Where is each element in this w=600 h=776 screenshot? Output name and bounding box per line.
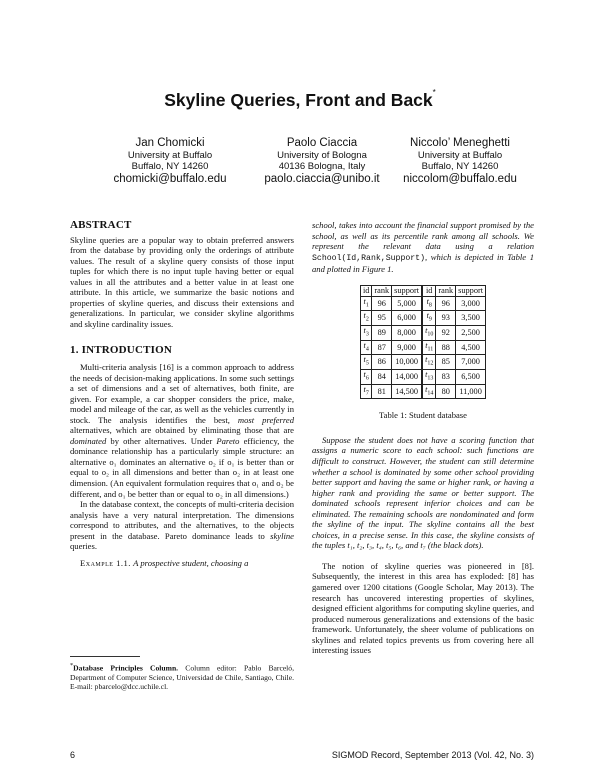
table-cell: $t_{12}$: [422, 355, 436, 370]
author-email[interactable]: chomicki@buffalo.edu: [113, 173, 227, 185]
author-name: Paolo Ciaccia: [286, 137, 358, 149]
footnote-text: Column editor: Pablo Barceló, Department of Computer Science, Universidad de Chile, Santiago, Chile. E-mail: pbarcelo@dcc.uchile.cl.: [70, 663, 294, 691]
text-run: alternatives, which are obtained by eliminating those that are: [70, 425, 294, 436]
example-start: [70, 558, 294, 569]
text-run: school, takes into account the financial support promised by the school, as well as its percentile rank among all schools. We represent the relevant data using a relation: [312, 220, 534, 252]
intro-paragraph-2: [70, 499, 294, 552]
title-footnote-mark: *: [432, 88, 436, 97]
intro-paragraph-1: [70, 362, 294, 499]
table-cell: $t_{10}$: [422, 326, 436, 341]
table-cell: 14,000: [392, 370, 422, 385]
student-table: [360, 285, 486, 400]
intro-heading: 1. INTRODUCTION: [70, 344, 173, 357]
author-name: Jan Chomicki: [135, 137, 205, 149]
table-row: [360, 296, 485, 311]
emphasis: most preferred: [237, 414, 295, 425]
table-row: [360, 355, 485, 370]
author-3: [370, 136, 550, 186]
emphasis: skyline: [270, 530, 294, 541]
abstract-text: Skyline queries are a popular way to obtain preferred answers from the database by providing only the orderings of attribute values. The result of a skyline query consists of those input tuples for which there is no input tuple having better or equal values in all the attributes and a better value in at least one attribute. In this article, we summarize the basic notions and properties of skyline queries, and discuss their extensions and generalizations. In particular, we consider skyline algorithms and skyline cardinality issues.: [70, 234, 294, 329]
text-run: efficiency, the dominance relationship has a particularly simple structure: an alternative o₁ dominates an alternative o₂ if o₁ is better than or equal to o₂ in all dimensions and better than o₂ in at least one dimension. (An equivalent formulation requires that o₁ and o₂ be different, and o₁ be better than or equal to o₂ in all dimensions.): [70, 435, 294, 499]
table-cell: 11,000: [456, 384, 486, 399]
column-header: id: [360, 285, 371, 296]
table-cell: 8,000: [392, 326, 422, 341]
column-header: support: [456, 285, 486, 296]
footnote-rule: [70, 656, 140, 657]
author-affiliation: University at Buffalo: [127, 150, 213, 161]
table-cell: 6,500: [456, 370, 486, 385]
history-paragraph: The notion of skyline queries was pioneered in [8]. Subsequently, the interest in this area has exploded: [8] has gamered over 1200 citations (Google Scholar, May 2013). The research has uncovered interesting properties of skylines, designed efficient algorithms for computing skyline queries, and produced numerous generalizations and extensions of the basic framework. Unfortunately, the sheer volume of publications on skylines and related topics prevents us from covering here all interesting issues: [312, 560, 534, 656]
text-run: Multi-criteria analysis [16] is a common approach to address the needs of decision-making applications. In some such settings a set of dimensions and a set of alternatives, both finite, are given. For example, a car shopper considers the price, make, model and mileage of the car, as well as the vehicles currently in stock. The analysis identifies the best,: [70, 362, 294, 425]
table-cell: $t_9$: [422, 311, 436, 326]
table-cell: 14,500: [392, 384, 422, 399]
table-cell: 93: [436, 311, 456, 326]
abstract-heading: ABSTRACT: [70, 219, 132, 231]
table-cell: 10,000: [392, 355, 422, 370]
column-header: support: [392, 285, 422, 296]
table-cell: 89: [372, 326, 392, 341]
author-affiliation: University at Buffalo: [417, 150, 503, 161]
table-cell: $t_{14}$: [422, 384, 436, 399]
table-row: [360, 340, 485, 355]
footnote-mark: *: [70, 662, 74, 669]
table-cell: $t_6$: [360, 370, 371, 385]
table-row: [360, 384, 485, 399]
table-cell: 86: [372, 355, 392, 370]
author-name: Niccolo’ Meneghetti: [410, 137, 510, 149]
table-cell: 83: [436, 370, 456, 385]
text-run: queries.: [70, 541, 97, 552]
table-cell: 85: [436, 355, 456, 370]
table-row: [360, 326, 485, 341]
right-column: [312, 220, 534, 656]
footnote: [70, 661, 294, 691]
table-cell: $t_{13}$: [422, 370, 436, 385]
footnote-title: Database Principles Column.: [73, 663, 179, 673]
venue-line: SIGMOD Record, September 2013 (Vol. 42, No. 3): [331, 750, 534, 760]
table-cell: 92: [436, 326, 456, 341]
example-label: Example 1.1.: [80, 557, 131, 568]
table-cell: $t_7$: [360, 384, 371, 399]
author-affiliation: University of Bologna: [277, 150, 367, 161]
text-run: , which is depicted in Table 1 and plotted in Figure 1.: [312, 251, 534, 275]
example-discussion: Suppose the student does not have a scoring function that assigns a numeric score to each school: such functions are difficult to construct. However, the student can still determine whether a school is dominated by some other school providing better support and having the same or higher rank, or having a higher rank and providing the same or better support. The dominated schools represent inferior choices and can be eliminated. The remaining schools are nondominated and form the skyline of the input. The skyline contains all the best choices, in a precise sense. In this case, the skyline consists of the tuples t₁, t₂, t₃, t₄, t₅, t₆, and t₇ (the black dots).: [312, 434, 534, 551]
column-header: id: [422, 285, 436, 296]
text-run: In the database context, the concepts of multi-criteria decision analysis have a very natural interpretation. The dimensions correspond to attributes, and the alternatives, to the objects present in the database. Pareto dominance leads to: [70, 499, 294, 541]
text-run: by other alternatives. Under: [106, 435, 217, 446]
table-cell: 2,500: [456, 326, 486, 341]
table-cell: $t_3$: [360, 326, 371, 341]
example-text: A prospective student, choosing a: [133, 557, 249, 568]
emphasis: Pareto: [216, 435, 240, 446]
table-cell: 6,000: [392, 311, 422, 326]
table-cell: $t_2$: [360, 311, 371, 326]
column-header: rank: [436, 285, 456, 296]
table-cell: $t_1$: [360, 296, 371, 311]
table-cell: $t_4$: [360, 340, 371, 355]
table-row: [360, 370, 485, 385]
table-cell: 5,000: [392, 296, 422, 311]
paper-title-text: Skyline Queries, Front and Back: [164, 90, 433, 110]
table-cell: 84: [372, 370, 392, 385]
table-cell: 3,500: [456, 311, 486, 326]
example-continued: [312, 220, 534, 275]
table-cell: $t_8$: [422, 296, 436, 311]
table-cell: 96: [372, 296, 392, 311]
table-cell: 81: [372, 384, 392, 399]
table-cell: $t_{11}$: [422, 340, 436, 355]
table-cell: 3,000: [456, 296, 486, 311]
table-cell: 95: [372, 311, 392, 326]
table-cell: 9,000: [392, 340, 422, 355]
relation-schema: School(Id,Rank,Support): [312, 253, 426, 263]
table-cell: 88: [436, 340, 456, 355]
table-cell: 87: [372, 340, 392, 355]
author-email[interactable]: paolo.ciaccia@unibo.it: [264, 173, 380, 185]
page-number: 6: [70, 750, 76, 760]
table-container: [312, 285, 534, 421]
table-cell: 7,000: [456, 355, 486, 370]
paper-title: [0, 90, 600, 111]
author-address: Buffalo, NY 14260: [421, 161, 499, 172]
table-row: [360, 311, 485, 326]
emphasis: dominated: [70, 435, 107, 446]
table-caption: Table 1: Student database: [379, 410, 467, 421]
table-cell: 80: [436, 384, 456, 399]
column-header: rank: [372, 285, 392, 296]
left-column: [70, 220, 294, 568]
table-header-row: [360, 285, 485, 296]
author-email[interactable]: niccolom@buffalo.edu: [403, 173, 517, 185]
table-cell: $t_5$: [360, 355, 371, 370]
table-cell: 4,500: [456, 340, 486, 355]
table-cell: 96: [436, 296, 456, 311]
author-address: 40136 Bologna, Italy: [278, 161, 366, 172]
author-address: Buffalo, NY 14260: [131, 161, 209, 172]
